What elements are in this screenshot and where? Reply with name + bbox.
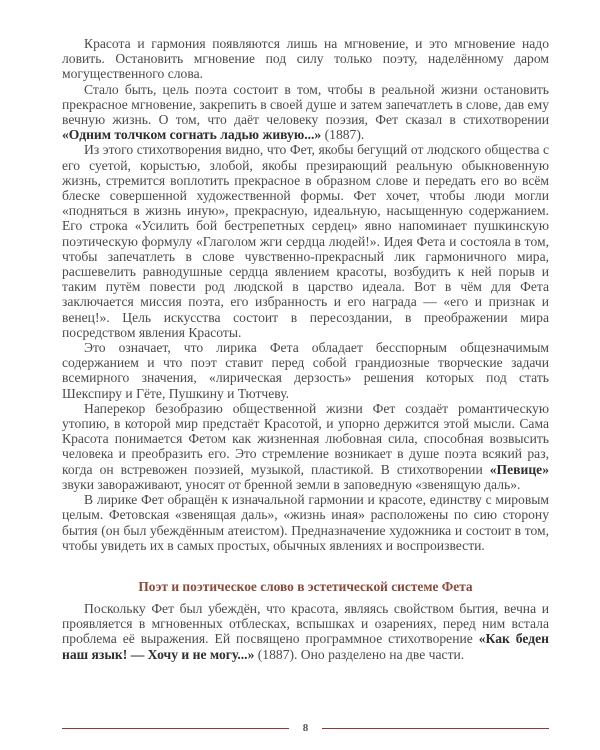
poem-title: «Певице» [489,461,549,477]
text: (1887). [321,127,365,143]
page-body [62,36,549,662]
footer-rule-left [62,728,289,729]
text: Красота и гармония появляются лишь на мгновение, и это мгновение надо ловить. Остановить мгновение под силу только поэту, наделённому даром могущественного слова. [62,36,549,82]
page-number: 8 [302,722,309,734]
page-footer [62,722,549,734]
text: Поскольку Фет был убеждён, что красота, являясь свойством бытия, вечна и проявляется в мгновенных отблесках, вспышках и озарениях, перед ним встала проблема её выражения. Ей посвящено программное стихотворение [62,600,549,647]
paragraph [62,36,549,82]
paragraph [62,401,549,492]
paragraph [62,82,549,143]
text: Это означает, что лирика Фета обладает бесспорным общезначимым содержанием и что поэт ставит перед собой грандиозные творческие задачи всемирного значения, «лирическая дерзость» решения которых под стать Шекспиру и Гёте, Пушкину и Тютчеву. [62,340,549,401]
text: (1887). Оно разделено на две части. [254,646,465,662]
text: Из этого стихотворения видно, что Фет, якобы бегущий от людского общества с его суетой, корыстью, злобой, якобы презирающий реальную обыкновенную жизнь, стремится воплотить прекрасное в образном слове и передать его во всём блеске совершенной художественной формы. Фет хочет, чтобы люди могли «подняться в жизнь иную», прекрасную, идеальную, насыщенную содержанием. Его строка «Усилить бой бестрепетных сердец» явно напоминает пушкинскую поэтическую формулу «Глаголом жги сердца людей!». Идея Фета и состояла в том, чтобы запечатлеть в слове чувственно-прекрасный лик гармоничного мира, расшевелить равнодушные сердца явлением красоты, возбудить к ней порыв и таким путём повести род людской в царство идеала. Вот в чём для Фета заключается миссия поэта, его избранность и его награда — «его и признак и венец!». Цель искусства состоит в пересоздании, в преображении мира посредством явления Красоты. [62,142,549,340]
poem-title: «Одним толчком согнать ладью живую...» [62,127,322,143]
text: звуки завораживают, уносят от бренной земли в заповедную «звенящую даль». [62,476,521,492]
text: Наперекор безобразию общественной жизни Фет создаёт романтическую утопию, в которой мир предстаёт Красотой, и упорно держится этой мысли. Сама Красота понимается Фетом как жизненная любовная сила, способная возвысить человека и преобразить его. Это стремление возникает в душе поэта всякий раз, когда он встревожен поэзией, музыкой, пластикой. В стихотворении [62,400,549,477]
text: В лирике Фет обращён к изначальной гармонии и красоте, единству с мировым целым. Фетовская «звенящая даль», «жизнь иная» расположены по сию сторону бытия (он был убеждённым атеистом). Предназначение художника и состоит в том, чтобы увидеть их в самых простых, обычных явлениях и воспроизвести. [62,492,549,553]
paragraph [62,492,549,553]
paragraph [62,142,549,340]
footer-rule-right [322,728,549,729]
poem-title: «Как беден наш язык! — Хочу и не могу...» [62,631,550,662]
paragraph [62,340,549,401]
section-heading: Поэт и поэтическое слово в эстетической системе Фета [138,578,473,594]
paragraph [62,601,549,662]
text: Стало быть, цель поэта состоит в том, чтобы в реальной жизни остановить прекрасное мгновение, закрепить в своей душе и затем запечатлеть в слове, дав ему вечную жизнь. О том, что даёт человеку поэзия, Фет сказал в стихотворении [62,81,549,128]
